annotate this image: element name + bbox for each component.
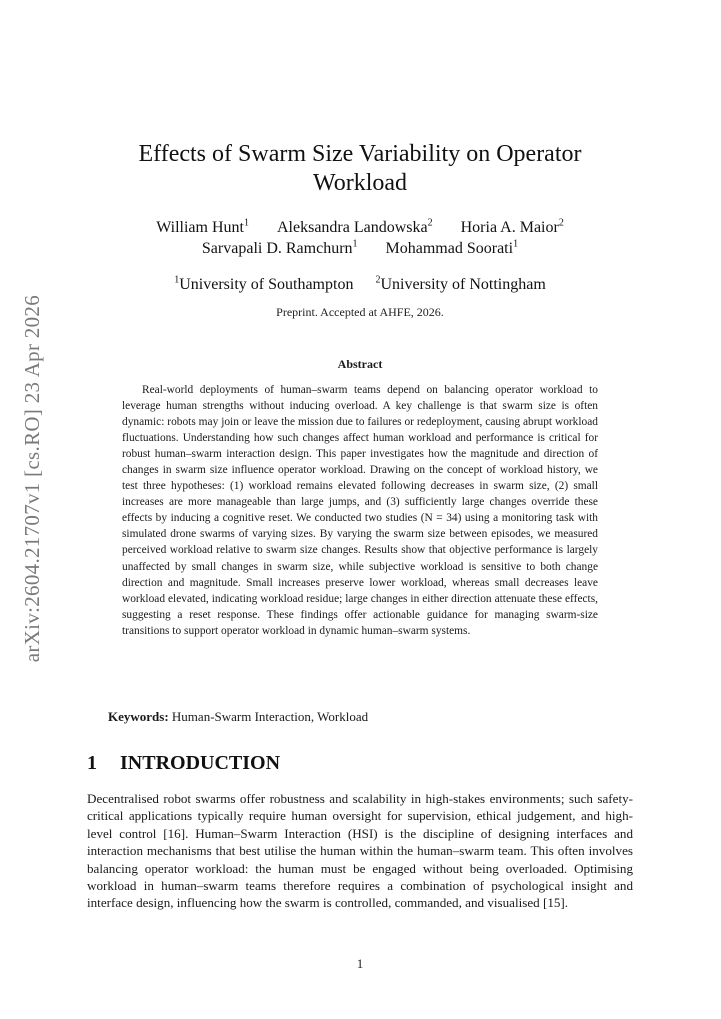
affiliation bbox=[375, 276, 545, 294]
affiliation-mark: 2 bbox=[375, 274, 381, 286]
affiliation-list bbox=[110, 276, 610, 294]
intro-paragraph: Decentralised robot swarms offer robustness and scalability in high-stakes environments; such safety-critical applications typically require human oversight for supervision, ethical judgement, and high-level control [16]. Human–Swarm Interaction (HSI) is the discipline of designing interfaces and interaction mechanisms that best utilise the human within the human–swarm team. This often involves balancing operator workload: the human must be engaged without being overloaded. Optimising workload in human–swarm teams therefore requires a combination of psychological insight and interface design, influencing how the swarm is controlled, commanded, and visualised [15]. bbox=[87, 791, 633, 911]
author bbox=[156, 217, 249, 238]
affiliation-name: University of Nottingham bbox=[380, 276, 546, 293]
affiliation bbox=[174, 276, 353, 294]
author-name: William Hunt bbox=[156, 219, 244, 236]
author-name: Horia A. Maior bbox=[460, 219, 559, 236]
author-name: Aleksandra Landowska bbox=[276, 219, 428, 236]
author-affil-mark: 1 bbox=[513, 238, 519, 250]
author-list bbox=[110, 217, 610, 259]
author-affil-mark: 2 bbox=[427, 217, 433, 229]
author bbox=[202, 238, 358, 259]
author-name: Mohammad Soorati bbox=[385, 240, 514, 257]
keywords-value: Human-Swarm Interaction, Workload bbox=[171, 709, 369, 724]
arxiv-stamp: arXiv:2604.21707v1 [cs.RO] 23 Apr 2026 bbox=[20, 295, 44, 663]
paper-title: Effects of Swarm Size Variability on Operator Workload bbox=[138, 141, 582, 196]
author-affil-mark: 1 bbox=[352, 238, 358, 250]
abstract-text: Real-world deployments of human–swarm teams depend on balancing operator workload to leverage human strengths without inducing overload. A key challenge is that swarm size is often dynamic: robots may join or leave the mission due to failures or redeployment, causing abrupt workload fluctuations. Understanding how such changes affect human workload and performance is critical for robust human–swarm interaction design. This paper investigates how the magnitude and direction of changes in swarm size influence operator workload. Drawing on the concept of workload history, we test three hypotheses: (1) workload remains elevated following decreases in swarm size, (2) small increases are more manageable than large jumps, and (3) sufficiently large changes override these effects by inducing a cognitive reset. We conducted two studies (N = 34) using a monitoring task with simulated drone swarms of varying sizes. By varying the swarm size between episodes, we measured perceived workload relative to swarm size changes. Results show that objective performance is largely unaffected by small changes in swarm size, while subjective workload is sensitive to both change direction and magnitude. Small increases preserve lower workload, whereas small decreases leave workload elevated, indicating workload residue; large changes in either direction attenuate these effects, suggesting a reset response. These findings offer actionable guidance for managing swarm-size transitions to support operator workload in dynamic human–swarm systems. bbox=[122, 384, 598, 637]
preprint-note: Preprint. Accepted at AHFE, 2026. bbox=[276, 305, 444, 319]
section-title: INTRODUCTION bbox=[120, 752, 281, 774]
keywords-label: Keywords: bbox=[108, 709, 169, 724]
author bbox=[386, 238, 519, 259]
author-affil-mark: 2 bbox=[558, 217, 564, 229]
author-affil-mark: 1 bbox=[243, 217, 249, 229]
author bbox=[277, 217, 433, 238]
section-number: 1 bbox=[87, 752, 97, 774]
affiliation-mark: 1 bbox=[174, 274, 180, 286]
section-heading bbox=[87, 752, 280, 775]
abstract-heading: Abstract bbox=[337, 357, 383, 371]
keywords bbox=[108, 709, 628, 725]
author bbox=[461, 217, 564, 238]
author-name: Sarvapali D. Ramchurn bbox=[201, 240, 353, 257]
affiliation-name: University of Southampton bbox=[179, 276, 354, 293]
page-number: 1 bbox=[356, 956, 364, 971]
